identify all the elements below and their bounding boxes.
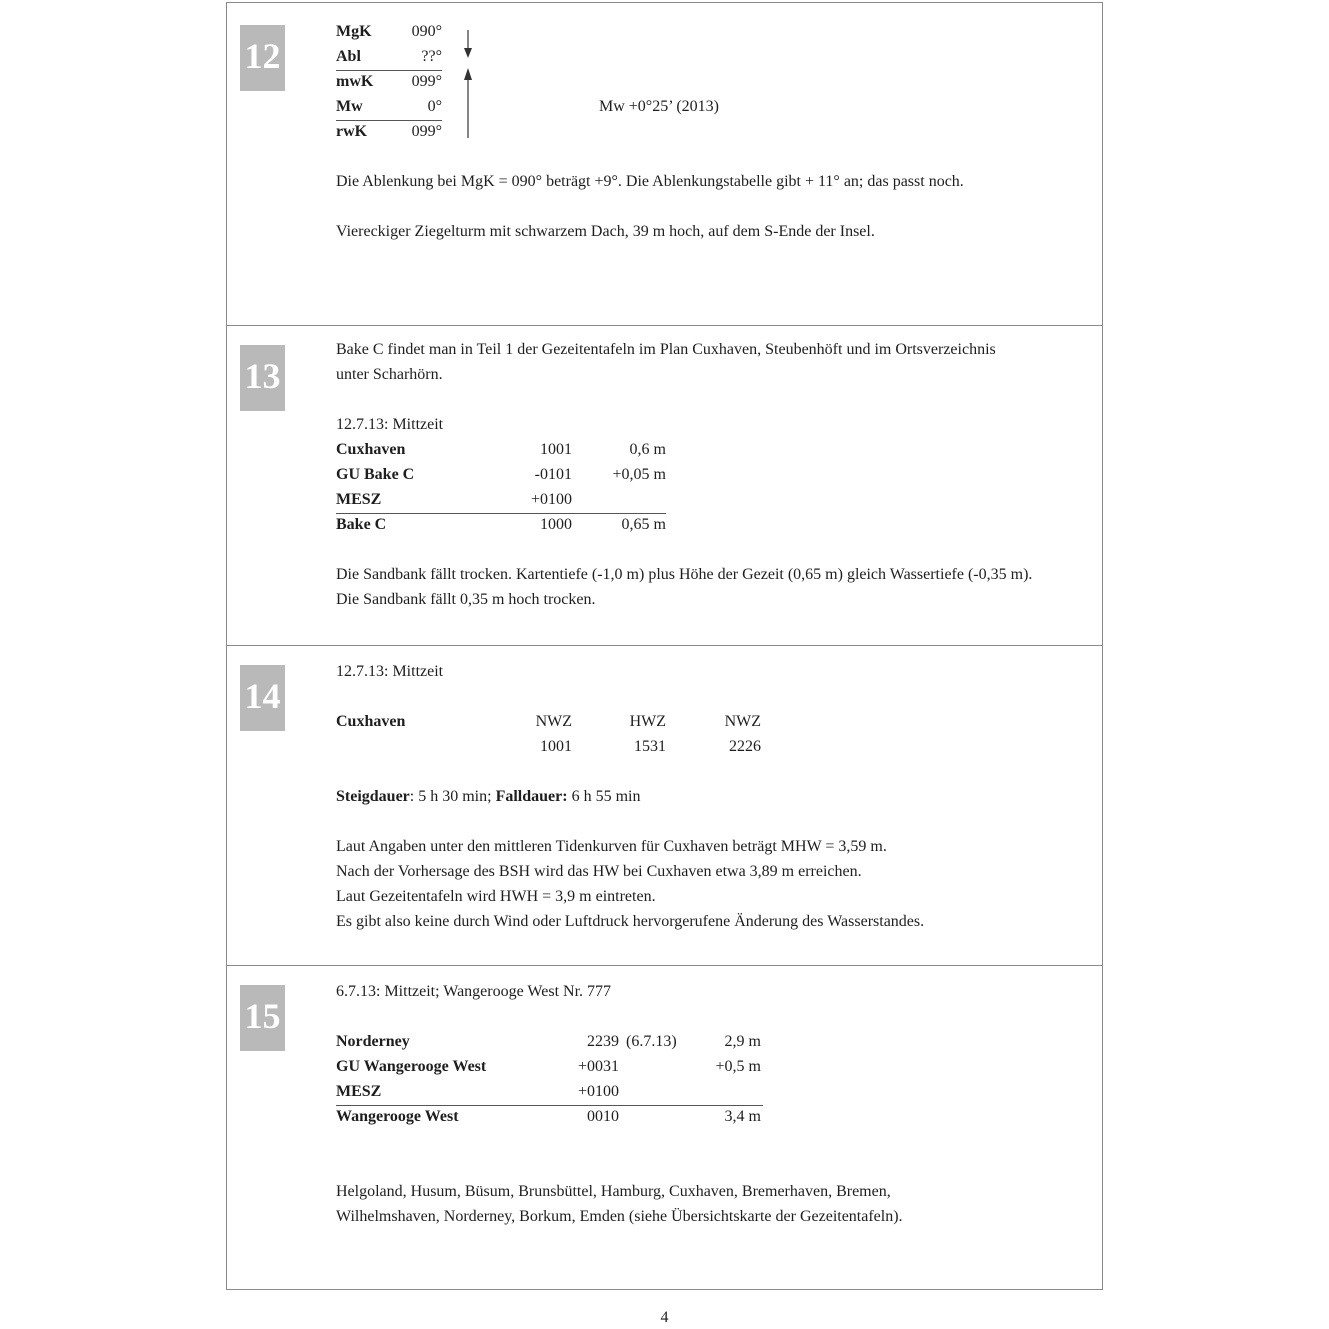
table-cell-time: 1001 — [540, 441, 572, 458]
course-value-mgk: 090° — [411, 23, 442, 40]
paragraph: Die Sandbank fällt trocken. Kartentiefe (-1,0 m) plus Höhe der Gezeit (0,65 m) gleich Wassertiefe (-0,35 m). — [336, 566, 1033, 583]
table-cell-height: 3,4 m — [724, 1108, 761, 1125]
variation-note: Mw +0°25’ (2013) — [599, 98, 719, 115]
paragraph: Viereckiger Ziegelturm mit schwarzem Dach, 39 m hoch, auf dem S-Ende der Insel. — [336, 223, 875, 240]
course-value-mwk: 099° — [411, 73, 442, 90]
table-cell-time: 1001 — [540, 738, 572, 755]
course-label-mgk: MgK — [336, 23, 372, 40]
table-caption: 12.7.13: Mittzeit — [336, 663, 444, 680]
paragraph: Wilhelmshaven, Norderney, Borkum, Emden (siehe Übersichtskarte der Gezeitentafeln). — [336, 1208, 903, 1225]
course-value-rwk: 099° — [411, 123, 442, 140]
duration-line — [336, 787, 640, 807]
paragraph: Helgoland, Husum, Büsum, Brunsbüttel, Hamburg, Cuxhaven, Bremerhaven, Bremen, — [336, 1183, 891, 1200]
direction-arrows-icon — [458, 28, 478, 140]
sum-line — [336, 1105, 763, 1106]
table-header: HWZ — [629, 713, 666, 730]
paragraph: Laut Gezeitentafeln wird HWH = 3,9 m eintreten. — [336, 888, 656, 905]
fall-duration-value: 6 h 55 min — [567, 788, 641, 805]
section-number-badge: 12 — [240, 25, 285, 91]
paragraph: Es gibt also keine durch Wind oder Luftdruck hervorgerufene Änderung des Wasserstandes. — [336, 913, 925, 930]
table-cell-date: (6.7.13) — [626, 1033, 677, 1050]
table-cell-time: 1531 — [634, 738, 666, 755]
table-cell-height: 0,65 m — [621, 516, 666, 533]
table-row-label: GU Bake C — [336, 466, 415, 483]
sum-line — [336, 513, 666, 514]
paragraph: Die Sandbank fällt 0,35 m hoch trocken. — [336, 591, 596, 608]
course-label-rwk: rwK — [336, 123, 368, 140]
table-cell-height: 2,9 m — [724, 1033, 761, 1050]
table-cell-height: +0,5 m — [715, 1058, 761, 1075]
table-row-label: Norderney — [336, 1033, 410, 1050]
table-row-label: Bake C — [336, 516, 387, 533]
table-cell-time: +0100 — [577, 1083, 619, 1100]
section-number-badge: 13 — [240, 345, 285, 411]
table-row-label: MESZ — [336, 1083, 382, 1100]
table-row-label: Wangerooge West — [336, 1108, 459, 1125]
course-label-mw: Mw — [336, 98, 363, 115]
sum-line — [336, 70, 442, 71]
rise-duration-value: : 5 h 30 min; — [409, 788, 496, 805]
fall-duration-label: Falldauer: — [495, 788, 568, 805]
section-divider — [226, 965, 1103, 966]
page-number: 4 — [660, 1309, 669, 1326]
course-value-abl: ??° — [421, 48, 442, 65]
table-row-label: MESZ — [336, 491, 382, 508]
table-row-label: Cuxhaven — [336, 713, 406, 730]
table-cell-height: +0,05 m — [612, 466, 666, 483]
paragraph: Nach der Vorhersage des BSH wird das HW bei Cuxhaven etwa 3,89 m erreichen. — [336, 863, 862, 880]
section-number-badge: 14 — [240, 665, 285, 731]
table-cell-time: 2239 — [587, 1033, 619, 1050]
paragraph: Bake C findet man in Teil 1 der Gezeitentafeln im Plan Cuxhaven, Steubenhöft und im Ortsverzeichnis — [336, 341, 996, 358]
table-caption: 12.7.13: Mittzeit — [336, 416, 444, 433]
table-cell-height: 0,6 m — [629, 441, 666, 458]
table-row-label: GU Wangerooge West — [336, 1058, 487, 1075]
paragraph: Die Ablenkung bei MgK = 090° beträgt +9°. Die Ablenkungstabelle gibt + 11° an; das passt noch. — [336, 173, 964, 190]
table-cell-time: +0100 — [530, 491, 572, 508]
table-row-label: Cuxhaven — [336, 441, 406, 458]
paragraph: unter Scharhörn. — [336, 366, 443, 383]
table-caption: 6.7.13: Mittzeit; Wangerooge West Nr. 777 — [336, 983, 612, 1000]
table-header: NWZ — [535, 713, 572, 730]
paragraph: Laut Angaben unter den mittleren Tidenkurven für Cuxhaven beträgt MHW = 3,59 m. — [336, 838, 887, 855]
table-cell-time: +0031 — [577, 1058, 619, 1075]
sum-line — [336, 120, 442, 121]
section-divider — [226, 325, 1103, 326]
table-cell-time: -0101 — [534, 466, 572, 483]
section-divider — [226, 645, 1103, 646]
table-header: NWZ — [724, 713, 761, 730]
course-value-mw: 0° — [427, 98, 442, 115]
table-cell-time: 2226 — [729, 738, 761, 755]
table-cell-time: 1000 — [540, 516, 572, 533]
rise-duration-label: Steigdauer — [336, 788, 410, 805]
course-label-mwk: mwK — [336, 73, 374, 90]
table-cell-time: 0010 — [587, 1108, 619, 1125]
section-number-badge: 15 — [240, 985, 285, 1051]
course-label-abl: Abl — [336, 48, 361, 65]
